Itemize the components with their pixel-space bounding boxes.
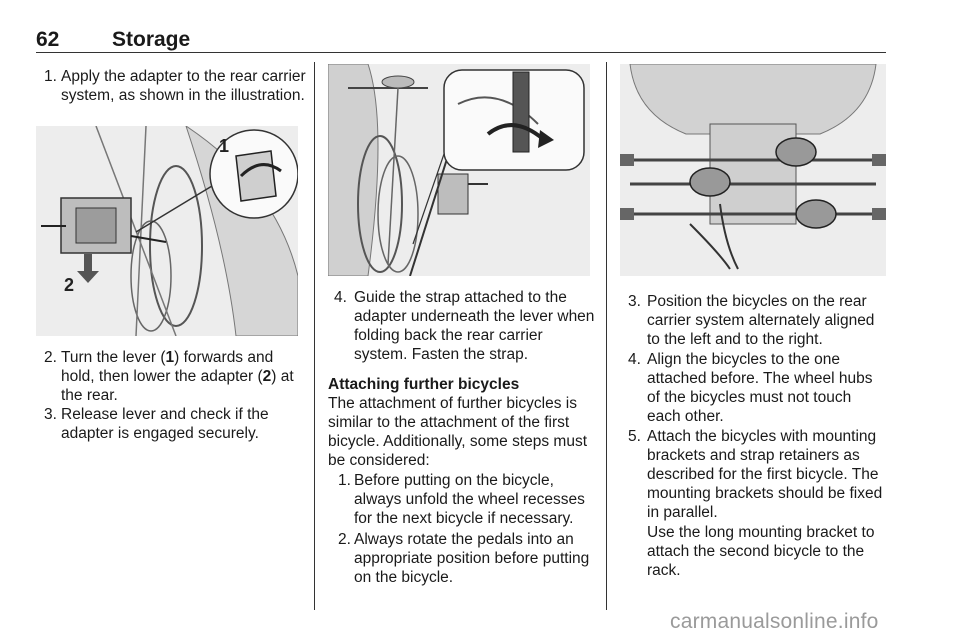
step-text: Release lever and check if the adapter is engaged securely. [61,406,269,442]
step-number: 1. [44,68,57,85]
step-5-note: Use the long mounting bracket to attach the second bicycle to the rack. [647,524,875,579]
page-header [36,28,886,52]
strap-illustration [328,64,590,276]
strap-drawing [328,64,590,276]
step-text: Position the bicycles on the rear carrier system alternately aligned to the left and to the right. [647,293,875,348]
watermark: carmanualsonline.info [670,610,879,633]
header-rule [36,52,886,53]
step-text: Before putting on the bicycle, always unfold the wheel recesses for the next bicycle if necessary. [354,472,585,527]
step-number: 3. [44,406,57,423]
step-text-part: ) forwards and hold, then lower the adapter ( [61,349,274,385]
page-number: 62 [36,28,60,51]
bicycles-top-view-illustration [620,64,886,276]
step-text: Align the bicycles to the one attached before. The wheel hubs of the bicycles must not touch each other. [647,351,873,425]
step-text: Always rotate the pedals into an appropriate position before putting on the bicycle. [354,531,590,586]
column-divider-2 [606,62,607,610]
step-number: 4. [628,351,641,368]
step-text: Attach the bicycles with mounting brackets and strap retainers as described for the first bicycle. The mounting brackets should be fixed in parallel. [647,428,883,521]
step-text-part: ) at the rear. [61,368,294,404]
step-number: 5. [628,428,641,445]
callout-1: 1 [219,136,230,156]
step-number: 1. [338,472,351,489]
step-text [61,348,306,405]
step-number: 4. [334,289,347,306]
step-text: Apply the adapter to the rear carrier system, as shown in the illustration. [61,68,306,104]
bicycles-drawing [620,64,886,276]
section-title: Storage [112,28,191,51]
intro-paragraph: The attachment of further bicycles is similar to the attachment of the first bicycle. Additionally, some steps must be considered: [328,395,588,469]
callout-ref-2: 2 [262,368,272,385]
adapter-illustration [36,126,298,336]
callout-ref-1: 1 [165,349,175,366]
step-text-part: Turn the lever ( [61,349,166,366]
step-text: Guide the strap attached to the adapter underneath the lever when folding back the rear carrier system. Fasten the strap. [354,289,595,363]
subsection-heading: Attaching further bicycles [328,376,520,393]
callout-2: 2 [64,275,75,295]
step-number: 2. [338,531,351,548]
step-number: 2. [44,349,57,366]
adapter-drawing [36,126,298,336]
column-divider-1 [314,62,315,610]
step-number: 3. [628,293,641,310]
